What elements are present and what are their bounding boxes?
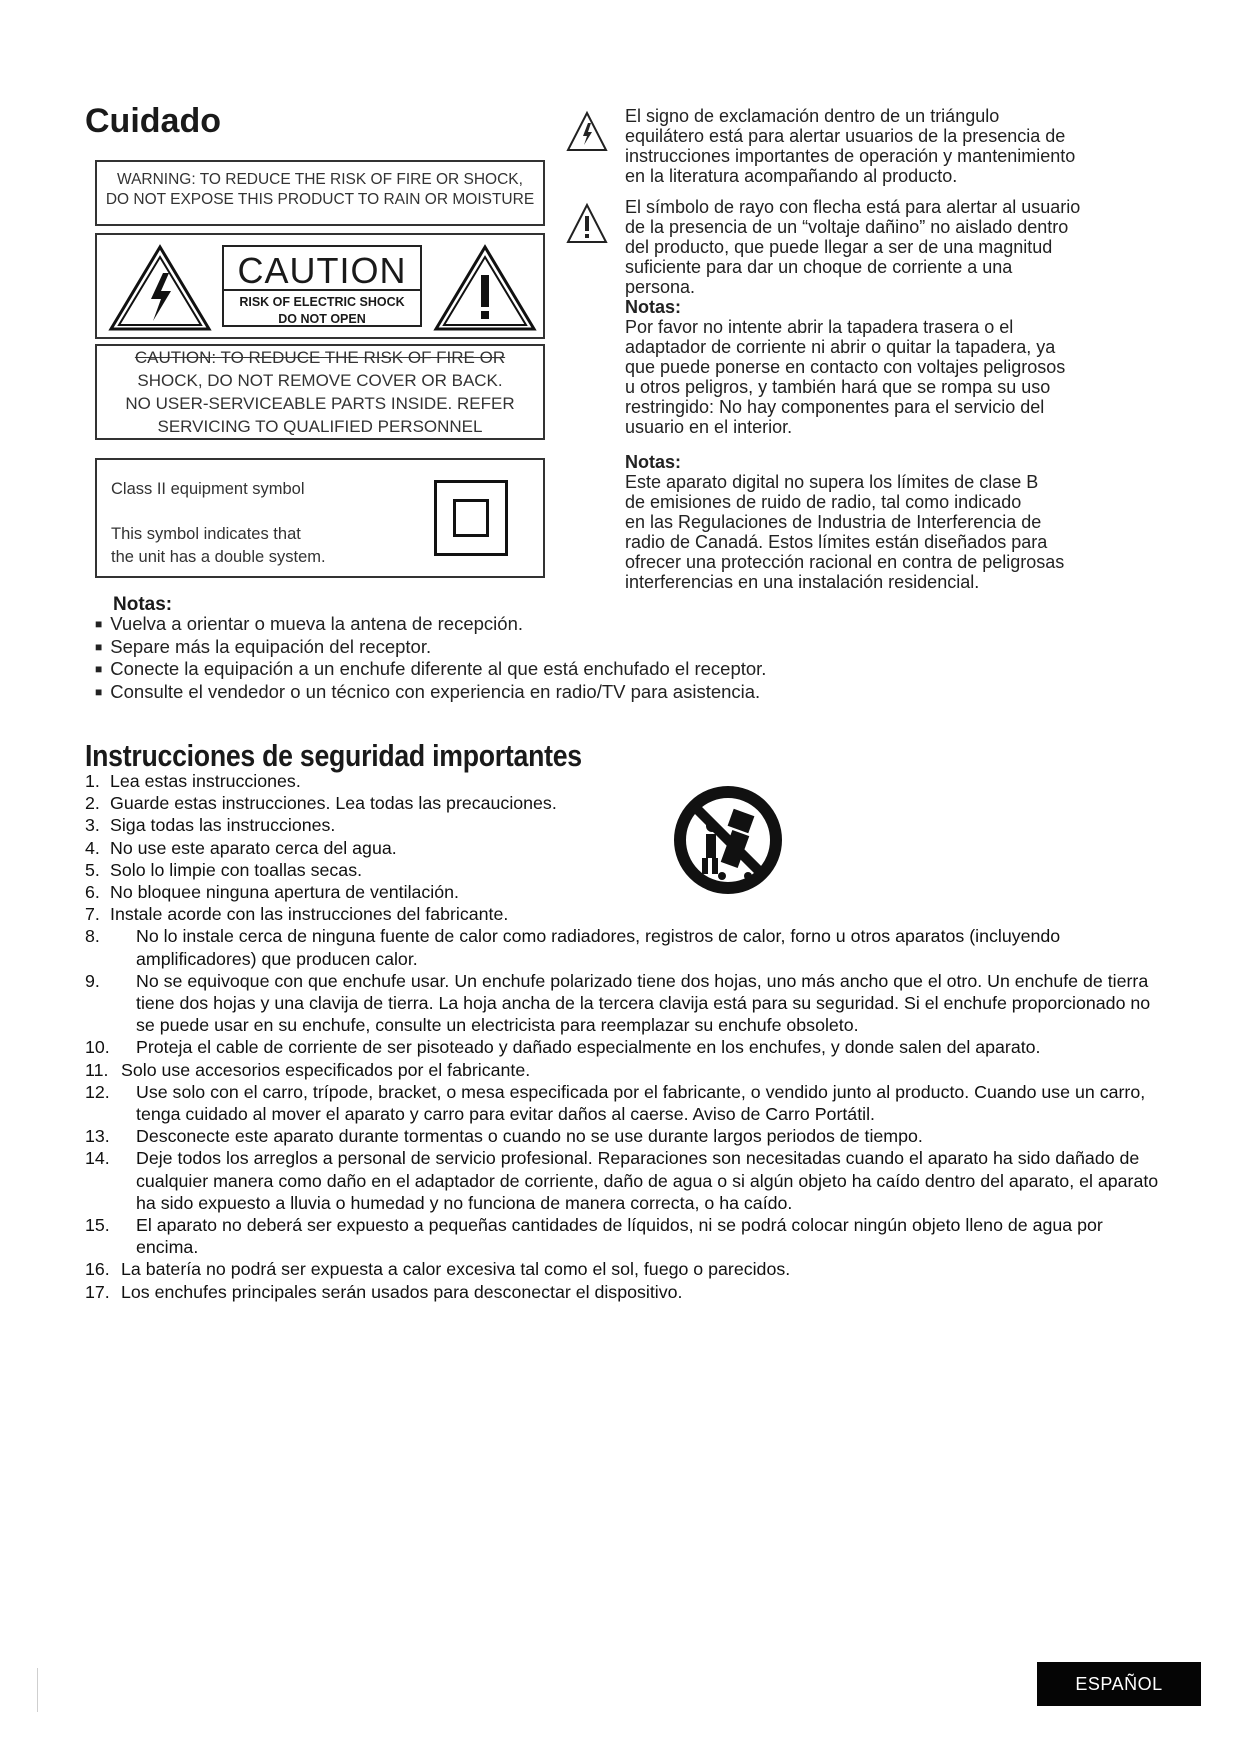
text-line: suficiente para dar un choque de corriente a una: [625, 257, 1013, 277]
notas-emisiones: [625, 452, 1145, 592]
warning-line: WARNING: TO REDUCE THE RISK OF FIRE OR SHOCK,: [117, 171, 523, 188]
section-title-instrucciones: Instrucciones de seguridad importantes: [85, 738, 582, 773]
instruction-item: 11. Solo use accesorios especificados por el fabricante.: [85, 1059, 531, 1080]
lightning-triangle-icon: [107, 243, 213, 333]
instruction-item: 17. Los enchufes principales serán usados para desconectar el dispositivo.: [85, 1281, 683, 1302]
instruction-item: 1. Lea estas instrucciones.: [85, 771, 301, 791]
bullet-item: ■ Separe más la equipación del receptor.: [95, 637, 766, 660]
text-line: equilátero está para alertar usuarios de la presencia de: [625, 126, 1066, 146]
notas-heading: Notas:: [625, 452, 682, 472]
caution-label-sub: RISK OF ELECTRIC SHOCK: [239, 295, 405, 309]
instruction-item: 13. Desconecte este aparato durante tormentas o cuando no se use durante largos periodos de tiempo.: [85, 1126, 923, 1147]
warning-line: DO NOT EXPOSE THIS PRODUCT TO RAIN OR MOISTURE: [105, 191, 535, 208]
text-line: usuario en el interior.: [625, 417, 793, 437]
text-line: ofrecer una protección racional en contra de peligrosas: [625, 552, 1065, 572]
instruction-item: 15. El aparato no deberá ser expuesto a pequeñas cantidades de líquidos, ni se podrá colocar ningún objeto lleno de agua por encima.: [85, 1215, 1103, 1258]
caution-label-title: CAUTION: [224, 247, 420, 291]
safety-instruction-list: [85, 770, 1165, 1303]
section-title-cuidado: Cuidado: [85, 102, 221, 140]
class-ii-description: [111, 523, 326, 569]
lightning-triangle-small-icon: [565, 202, 609, 246]
instruction-item: 6. No bloquee ninguna apertura de ventilación.: [85, 882, 459, 903]
text-line: u otros peligros, y también hará que se rompa su uso: [625, 377, 1051, 397]
instruction-item: 16. La batería no podrá ser expuesta a calor excesiva tal como el sol, fuego o parecidos.: [85, 1259, 791, 1280]
class-ii-desc-line: This symbol indicates that: [111, 525, 301, 543]
instruction-item: 3. Siga todas las instrucciones.: [85, 815, 336, 836]
text-line: instrucciones importantes de operación y mantenimiento: [625, 146, 1076, 166]
instruction-item: 10. Proteja el cable de corriente de ser pisoteado y dañado especialmente en los enchufes, y donde salen del aparato.: [85, 1037, 1041, 1058]
instruction-item: 5. Solo lo limpie con toallas secas.: [85, 859, 363, 880]
caution-text-line: SERVICING TO QUALIFIED PERSONNEL: [157, 417, 483, 436]
double-square-icon: [434, 480, 508, 556]
instruction-item: 7. Instale acorde con las instrucciones del fabricante.: [85, 904, 509, 925]
text-line: de la presencia de un “voltaje dañino” no aislado dentro: [625, 217, 1069, 237]
text-line: del producto, que puede llegar a ser de una magnitud: [625, 237, 1053, 257]
text-line: de emisiones de ruido de radio, tal como indicado: [625, 492, 1022, 512]
instruction-item: 4. No use este aparato cerca del agua.: [85, 837, 397, 858]
text-line: en la literatura acompañando al producto.: [625, 166, 958, 186]
text-line: adaptador de corriente ni abrir o quitar la tapadera, ya: [625, 337, 1056, 357]
caution-text-line: SHOCK, DO NOT REMOVE COVER OR BACK.: [137, 371, 503, 390]
text-line: Por favor no intente abrir la tapadera trasera o el: [625, 317, 1014, 337]
text-line: Este aparato digital no supera los límites de clase B: [625, 472, 1039, 492]
text-line: El símbolo de rayo con flecha está para alertar al usuario: [625, 197, 1081, 217]
caution-graphic: [95, 233, 545, 339]
page-margin-line: [37, 1668, 38, 1712]
instruction-item: 12. Use solo con el carro, trípode, bracket, o mesa especificada por el fabricante, o vendido junto al producto. Cuando use un carro, tenga cuidado al mover el aparato y carro para evitar daños al caerse. Aviso de Carro Portátil.: [85, 1081, 1146, 1125]
instruction-item: 9. No se equivoque con que enchufe usar. Un enchufe polarizado tiene dos hojas, uno más ancho que el otro. Un enchufe de tierra tiene dos hojas y una clavija de tierra. La hoja ancha de la tercera clavija está para su seguridad. Si el enchufe proporcionado no se puede usar en su enchufe, consulte un electricista para reemplazar su enchufe obsoleto.: [85, 970, 1151, 1036]
instruction-item: 14. Deje todos los arreglos a personal de servicio profesional. Reparaciones son necesitadas cuando el aparato ha sido dañado de cualquier manera como daño en el adaptador de corriente, daño de agua o si algún objeto ha caído dentro del aparato, el aparato ha sido expuesto a lluvia o humedad y no funciona de manera correcta, o ha caído.: [85, 1148, 1159, 1213]
bullet-item: ■ Conecte la equipación a un enchufe diferente al que está enchufado el receptor.: [95, 659, 766, 682]
bullet-item: ■ Vuelva a orientar o mueva la antena de recepción.: [95, 614, 766, 637]
warning-box: [95, 160, 545, 226]
bullet-item: ■ Consulte el vendedor o un técnico con experiencia en radio/TV para asistencia.: [95, 682, 766, 705]
caution-label-sub: DO NOT OPEN: [278, 312, 366, 326]
class-ii-title: Class II equipment symbol: [111, 480, 305, 498]
text-line: en las Regulaciones de Industria de Interferencia de: [625, 512, 1042, 532]
text-line: restringido: No hay componentes para el servicio del: [625, 397, 1045, 417]
exclamation-triangle-small-icon: [565, 110, 609, 154]
language-badge: ESPAÑOL: [1037, 1662, 1201, 1706]
text-line: persona.: [625, 277, 696, 297]
text-line: que puede ponerse en contacto con voltajes peligrosos: [625, 357, 1066, 377]
text-line: interferencias en una instalación residencial.: [625, 572, 980, 592]
notas-bullet-list: [95, 614, 766, 704]
notas-heading: Notas:: [113, 594, 173, 615]
caution-label: [222, 245, 422, 327]
class-ii-desc-line: the unit has a double system.: [111, 548, 326, 566]
text-line: El signo de exclamación dentro de un triángulo: [625, 106, 1000, 126]
exclamation-explanation: [625, 106, 1145, 186]
text-line: radio de Canadá. Estos límites están diseñados para: [625, 532, 1048, 552]
caution-text-box: [95, 344, 545, 440]
exclamation-triangle-icon: [432, 243, 538, 333]
caution-text-line: CAUTION: TO REDUCE THE RISK OF FIRE OR: [134, 348, 506, 367]
instruction-item: 2. Guarde estas instrucciones. Lea todas las precauciones.: [85, 793, 557, 814]
lightning-explanation: [625, 197, 1145, 437]
notas-heading: Notas:: [625, 297, 682, 317]
caution-text-line: NO USER-SERVICEABLE PARTS INSIDE. REFER: [125, 394, 515, 413]
class-ii-box: [95, 458, 545, 578]
instruction-item: 8. No lo instale cerca de ninguna fuente de calor como radiadores, registros de calor, forno u otros aparatos (incluyendo amplificadores) que producen calor.: [85, 926, 1061, 969]
